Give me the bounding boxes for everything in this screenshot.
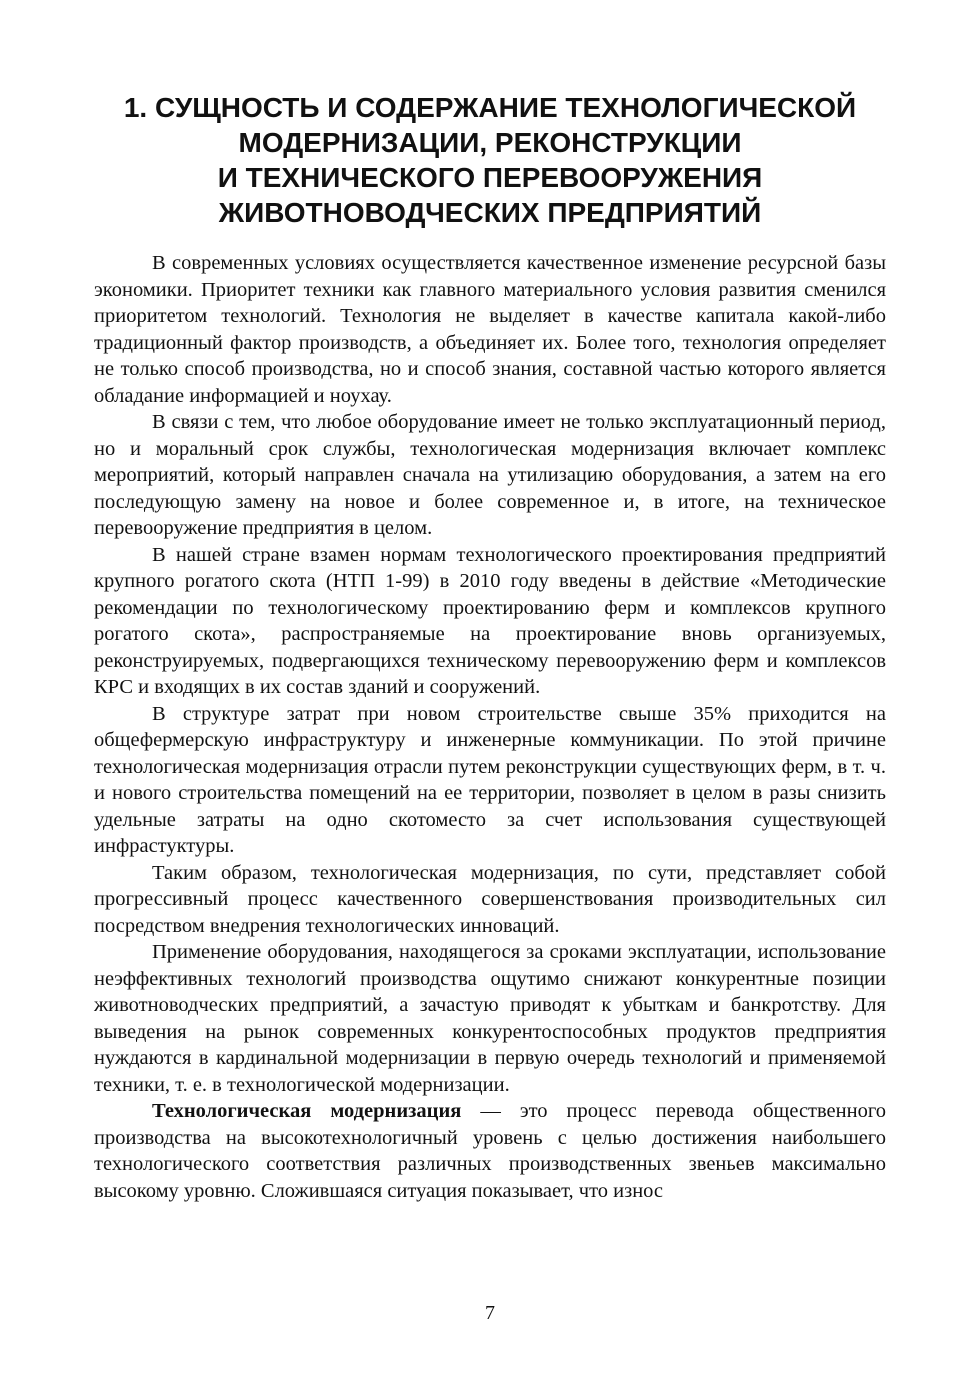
paragraph: В связи с тем, что любое оборудование имеет не только эксплуатационный период, но и моральный срок службы, технологическая модернизация включает комплекс мероприятий, который направлен сначала на утилизацию оборудования, а затем на его последующую замену на новое и более современное и, в итоге, на техническое перевооружение предприятия в целом.: [94, 411, 886, 539]
paragraph: В современных условиях осуществляется качественное изменение ресурсной базы экономики. Приоритет техники как главного материального условия развития сменился приоритетом технологий. Технология не выделяет в качестве капитала какой-либо традиционный фактор производств, а объединяет их. Более того, технология определяет не только способ производства, но и способ знания, составной частью которого является обладание информацией и ноухау.: [94, 252, 886, 407]
chapter-body: [94, 250, 886, 1204]
definition-text: — это процесс перевода общественного производства на высокотехнологичный уровень с целью достижения наибольшего технологического соответствия различных производственных звеньев максимально высокому уровню. Сложившаяся ситуация показывает, что износ: [94, 1100, 886, 1202]
definition-term: Технологическая модернизация: [152, 1100, 462, 1122]
paragraph: Таким образом, технологическая модернизация, по сути, представляет собой прогрессивный процесс качественного совершенствования производительных сил посредством внедрения технологических инноваций.: [94, 861, 886, 937]
definition-paragraph: [94, 1098, 886, 1204]
page-number: 7: [485, 1302, 495, 1324]
chapter-title-line: 1. СУЩНОСТЬ И СОДЕРЖАНИЕ ТЕХНОЛОГИЧЕСКОЙ: [123, 92, 857, 123]
chapter-title-line: ЖИВОТНОВОДЧЕСКИХ ПРЕДПРИЯТИЙ: [218, 197, 762, 228]
chapter-title: [80, 90, 900, 230]
chapter-title-line: МОДЕРНИЗАЦИИ, РЕКОНСТРУКЦИИ: [238, 127, 742, 158]
chapter-title-line: И ТЕХНИЧЕСКОГО ПЕРЕВООРУЖЕНИЯ: [217, 162, 763, 193]
paragraph: В структуре затрат при новом строительстве свыше 35% приходится на общефермерскую инфраструктуру и инженерные коммуникации. По этой причине технологическая модернизация отрасли путем реконструкции существующих ферм, в т. ч. и нового строительства помещений на ее территории, позволяет в целом в разы снизить удельные затраты на одно скотоместо за счет использования существующей инфрастуктуры.: [94, 702, 886, 857]
paragraph: Применение оборудования, находящегося за сроками эксплуатации, использование неэффективных технологий производства ощутимо снижают конкурентные позиции животноводческих предприятий, а зачастую приводят к убыткам и банкротству. Для выведения на рынок современных конкурентоспособных продуктов предприятия нуждаются в кардинальной модернизации в первую очередь технологий и применяемой техники, т. е. в технологической модернизации.: [94, 941, 886, 1096]
paragraph: В нашей стране взамен нормам технологического проектирования предприятий крупного рогатого скота (НТП 1-99) в 2010 году введены в действие «Методические рекомендации по технологическому проектированию ферм и комплексов крупного рогатого скота», распространяемые на проектирование вновь организуемых, реконструируемых, подвергающихся техническому перевооружению ферм и комплексов КРС и входящих в их состав зданий и сооружений.: [94, 543, 886, 698]
